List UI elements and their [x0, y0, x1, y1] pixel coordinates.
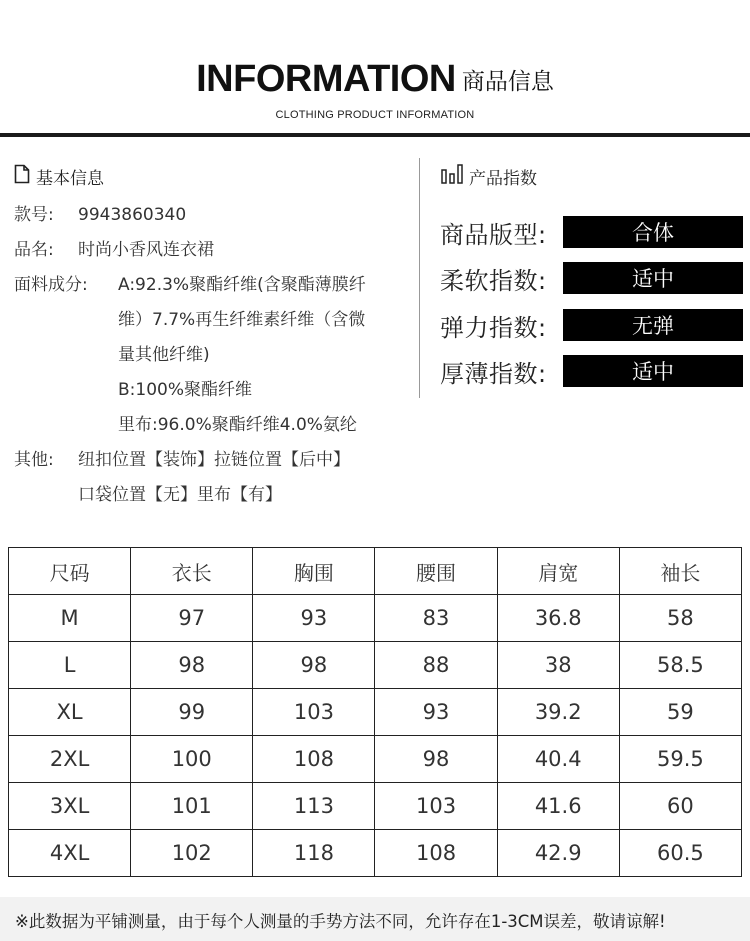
measurement-note: ※此数据为平铺测量，由于每个人测量的手势方法不同，允许存在1-3CM误差，敬请谅解! [15, 912, 666, 931]
index-row-thickness [440, 355, 750, 387]
column-header: 尺码 [9, 548, 131, 595]
size-cell: M [9, 595, 131, 642]
measurement-cell: 88 [375, 642, 497, 689]
measurement-cell: 60 [619, 783, 741, 830]
measurement-cell: 39.2 [497, 689, 619, 736]
measurement-cell: 108 [375, 830, 497, 877]
product-name-row [14, 233, 214, 268]
fabric-line: 里布:96.0%聚酯纤维4.0%氨纶 [118, 415, 357, 435]
index-label: 厚薄指数: [440, 359, 547, 388]
fabric-line: A:92.3%聚酯纤维(含聚酯薄膜纤 [118, 275, 366, 295]
fabric-line: 量其他纤维) [118, 345, 210, 365]
table-row [9, 642, 742, 689]
table-row [9, 783, 742, 830]
measurement-cell: 59.5 [619, 736, 741, 783]
subtitle: CLOTHING PRODUCT INFORMATION [275, 109, 475, 121]
other-line: 口袋位置【无】里布【有】 [78, 485, 282, 505]
fabric-label: 面料成分: [14, 275, 88, 295]
measurement-cell: 97 [131, 595, 253, 642]
size-cell: 4XL [9, 830, 131, 877]
measurement-cell: 101 [131, 783, 253, 830]
measurement-cell: 93 [253, 595, 375, 642]
measurement-cell: 100 [131, 736, 253, 783]
index-row-elasticity [440, 309, 750, 341]
fabric-line: 维）7.7%再生纤维素纤维（含微 [118, 310, 366, 330]
measurement-cell: 58.5 [619, 642, 741, 689]
table-row [9, 830, 742, 877]
size-cell: L [9, 642, 131, 689]
measurement-cell: 40.4 [497, 736, 619, 783]
column-header: 腰围 [375, 548, 497, 595]
table-row [9, 595, 742, 642]
measurement-cell: 103 [253, 689, 375, 736]
measurement-cell: 60.5 [619, 830, 741, 877]
index-row-softness [440, 262, 750, 294]
basic-info-title: 基本信息 [36, 169, 104, 189]
title-chinese: 商品信息 [461, 69, 554, 95]
other-label: 其他: [14, 450, 54, 470]
column-header: 袖长 [619, 548, 741, 595]
product-name-label: 品名: [14, 240, 54, 260]
page-header [0, 0, 750, 137]
basic-info-heading [14, 164, 104, 189]
title-english: INFORMATION [196, 58, 456, 100]
column-header: 衣长 [131, 548, 253, 595]
index-value-badge: 合体 [563, 216, 743, 248]
measurement-cell: 42.9 [497, 830, 619, 877]
measurement-cell: 38 [497, 642, 619, 689]
measurement-cell: 118 [253, 830, 375, 877]
document-icon [14, 164, 30, 189]
index-value-badge: 无弹 [563, 309, 743, 341]
bar-chart-icon [441, 164, 463, 189]
index-row-fit [440, 216, 750, 248]
size-cell: 2XL [9, 736, 131, 783]
measurement-cell: 58 [619, 595, 741, 642]
product-index-title: 产品指数 [469, 169, 537, 189]
fabric-line: B:100%聚酯纤维 [118, 380, 252, 400]
measurement-cell: 59 [619, 689, 741, 736]
table-row [9, 689, 742, 736]
measurement-cell: 102 [131, 830, 253, 877]
size-cell: 3XL [9, 783, 131, 830]
measurement-cell: 98 [131, 642, 253, 689]
size-table-header [9, 548, 742, 595]
measurement-cell: 113 [253, 783, 375, 830]
index-label: 柔软指数: [440, 266, 547, 295]
size-cell: XL [9, 689, 131, 736]
section-divider [419, 158, 420, 398]
measurement-cell: 108 [253, 736, 375, 783]
measurement-cell: 99 [131, 689, 253, 736]
measurement-cell: 93 [375, 689, 497, 736]
index-label: 商品版型: [440, 220, 547, 249]
header-divider [0, 133, 750, 137]
measurement-cell: 83 [375, 595, 497, 642]
column-header: 肩宽 [497, 548, 619, 595]
measurement-cell: 36.8 [497, 595, 619, 642]
measurement-cell: 41.6 [497, 783, 619, 830]
measurement-cell: 98 [375, 736, 497, 783]
index-value-badge: 适中 [563, 355, 743, 387]
measurement-cell: 103 [375, 783, 497, 830]
index-label: 弹力指数: [440, 313, 547, 342]
measurement-cell: 98 [253, 642, 375, 689]
product-index-heading [441, 164, 537, 189]
size-table [8, 547, 742, 877]
item-number-row [14, 198, 186, 233]
title-row [0, 58, 750, 101]
item-number-label: 款号: [14, 205, 54, 225]
column-header: 胸围 [253, 548, 375, 595]
index-value-badge: 适中 [563, 262, 743, 294]
product-name-value: 时尚小香风连衣裙 [78, 240, 214, 260]
table-row [9, 736, 742, 783]
other-line: 纽扣位置【装饰】拉链位置【后中】 [78, 450, 350, 470]
footer-note-bar [0, 897, 750, 941]
item-number-value: 9943860340 [78, 205, 187, 225]
